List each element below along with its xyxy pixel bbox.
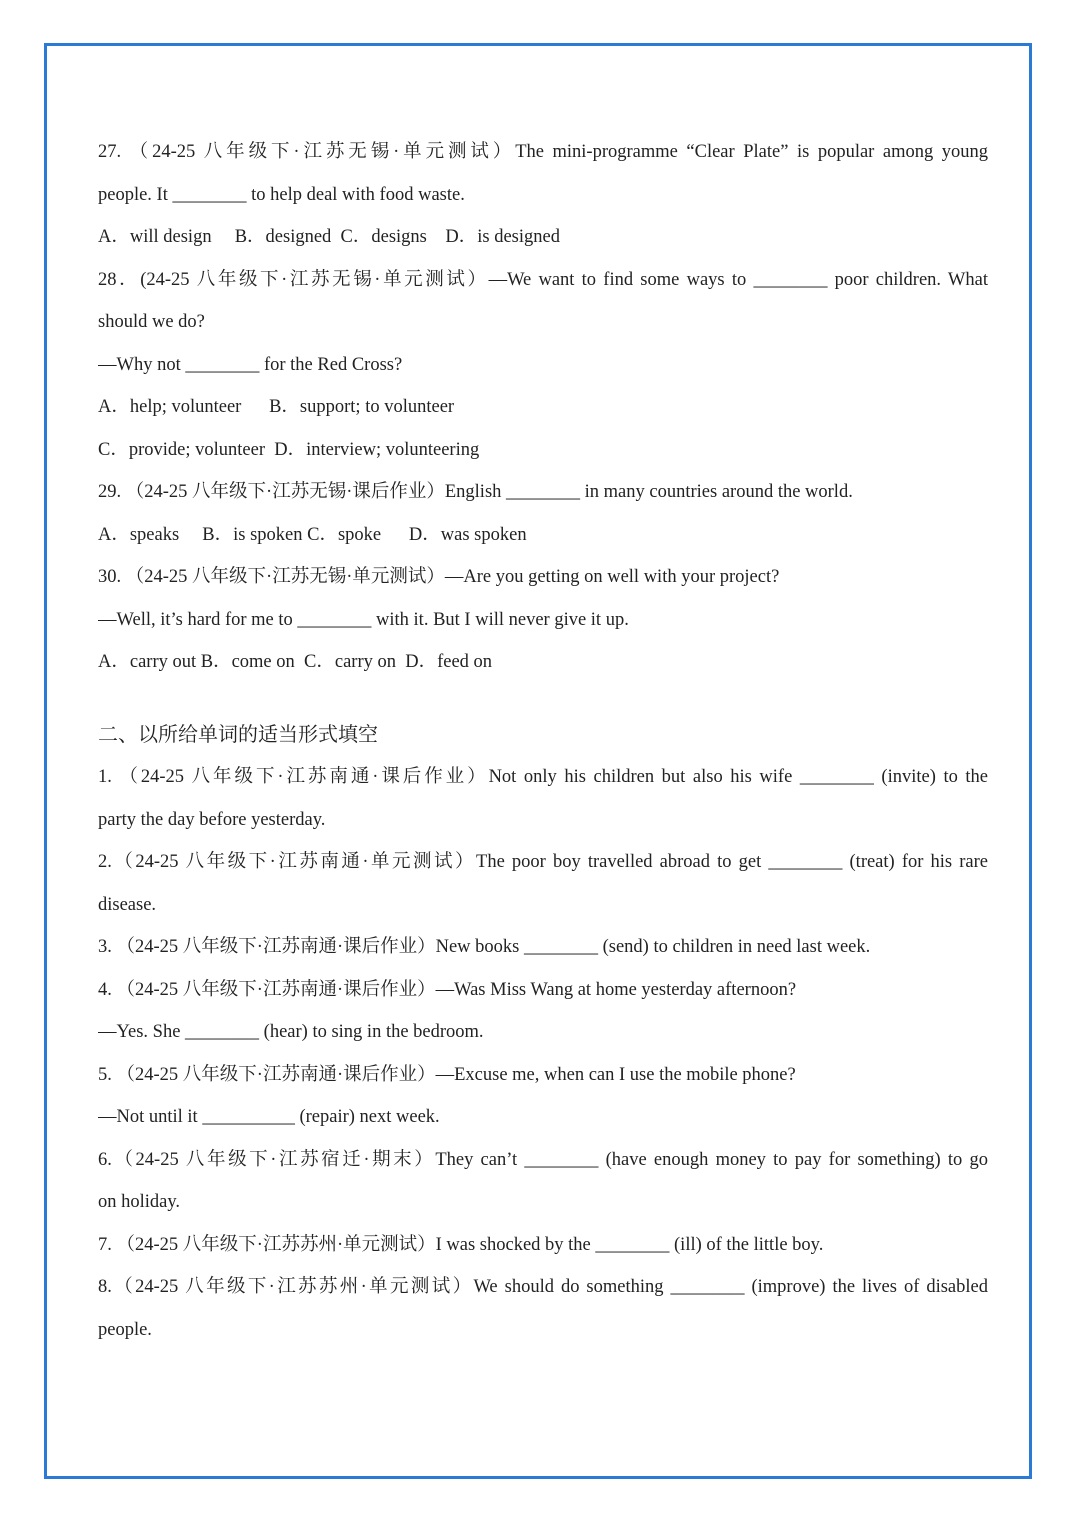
fill-question-1-stem-cont: party the day before yesterday.	[98, 809, 326, 830]
question-27-options: A．will design B．designed C．designs D．is designed	[98, 227, 560, 247]
fill-question-7-stem: 7. （24-25 八年级下·江苏苏州·单元测试）I was shocked by the ________ (ill) of the little boy.	[98, 1234, 824, 1255]
fill-question-5-stem: 5. （24-25 八年级下·江苏南通·课后作业）—Excuse me, when can I use the mobile phone?	[98, 1064, 796, 1085]
question-28-stem-cont: should we do?	[98, 312, 205, 332]
question-28-dialogue: —Why not ________ for the Red Cross?	[98, 354, 403, 375]
question-28-options-2: C．provide; volunteer D．interview; volunteering	[98, 439, 480, 460]
fill-question-6	[98, 1139, 988, 1224]
question-27-stem: 27. （24-25 八年级下·江苏无锡·单元测试）The mini-programme “Clear Plate” is popular among young	[98, 142, 988, 162]
question-28-options-1: A．help; volunteer B．support; to volunteer	[98, 397, 455, 417]
fill-question-6-stem: 6.（24-25 八年级下·江苏宿迁·期末）They can’t ________ (have enough money to pay for something) to go	[98, 1149, 988, 1170]
fill-question-3	[98, 926, 988, 969]
fill-question-2-stem-cont: disease.	[98, 894, 157, 915]
question-29-stem: 29. （24-25 八年级下·江苏无锡·课后作业）English ________ in many countries around the world.	[98, 482, 853, 502]
question-30-options: A．carry out B．come on C．carry on D．feed on	[98, 652, 493, 672]
fill-question-8-stem: 8.（24-25 八年级下·江苏苏州·单元测试）We should do something ________ (improve) the lives of disabled	[98, 1277, 988, 1297]
question-27	[98, 131, 988, 259]
fill-question-8	[98, 1266, 988, 1351]
fill-question-1-stem: 1. （24-25 八年级下·江苏南通·课后作业）Not only his children but also his wife ________ (invite) to the	[98, 767, 988, 787]
question-28	[98, 259, 988, 472]
fill-question-5	[98, 1054, 988, 1139]
fill-question-4-stem: 4. （24-25 八年级下·江苏南通·课后作业）—Was Miss Wang at home yesterday afternoon?	[98, 979, 797, 1000]
fill-question-6-stem-cont: on holiday.	[98, 1192, 181, 1212]
question-29-options: A．speaks B．is spoken C．spoke D．was spoken	[98, 524, 527, 545]
fill-question-4	[98, 969, 988, 1054]
fill-question-1	[98, 756, 988, 841]
question-30-dialogue: —Well, it’s hard for me to ________ with it. But I will never give it up.	[98, 609, 629, 630]
fill-question-7	[98, 1224, 988, 1267]
section-2-heading: 二、以所给单词的适当形式填空	[98, 723, 378, 746]
question-27-stem-cont: people. It ________ to help deal with food waste.	[98, 184, 465, 205]
question-30-stem: 30. （24-25 八年级下·江苏无锡·单元测试）—Are you getting on well with your project?	[98, 567, 780, 587]
fill-question-2-stem: 2.（24-25 八年级下·江苏南通·单元测试）The poor boy travelled abroad to get ________ (treat) for his rare	[98, 852, 988, 872]
section-spacer	[98, 684, 988, 714]
question-29	[98, 471, 988, 556]
fill-question-4-dialogue: —Yes. She ________ (hear) to sing in the bedroom.	[98, 1022, 484, 1042]
question-28-stem: 28．(24-25 八年级下·江苏无锡·单元测试）—We want to find some ways to ________ poor children. What	[98, 269, 988, 290]
question-30	[98, 556, 988, 684]
fill-question-8-stem-cont: people.	[98, 1319, 152, 1340]
fill-question-5-dialogue: —Not until it __________ (repair) next week.	[98, 1107, 440, 1127]
worksheet-content	[98, 131, 988, 1351]
fill-question-3-stem: 3. （24-25 八年级下·江苏南通·课后作业）New books ________ (send) to children in need last week.	[98, 937, 871, 957]
fill-question-2	[98, 841, 988, 926]
